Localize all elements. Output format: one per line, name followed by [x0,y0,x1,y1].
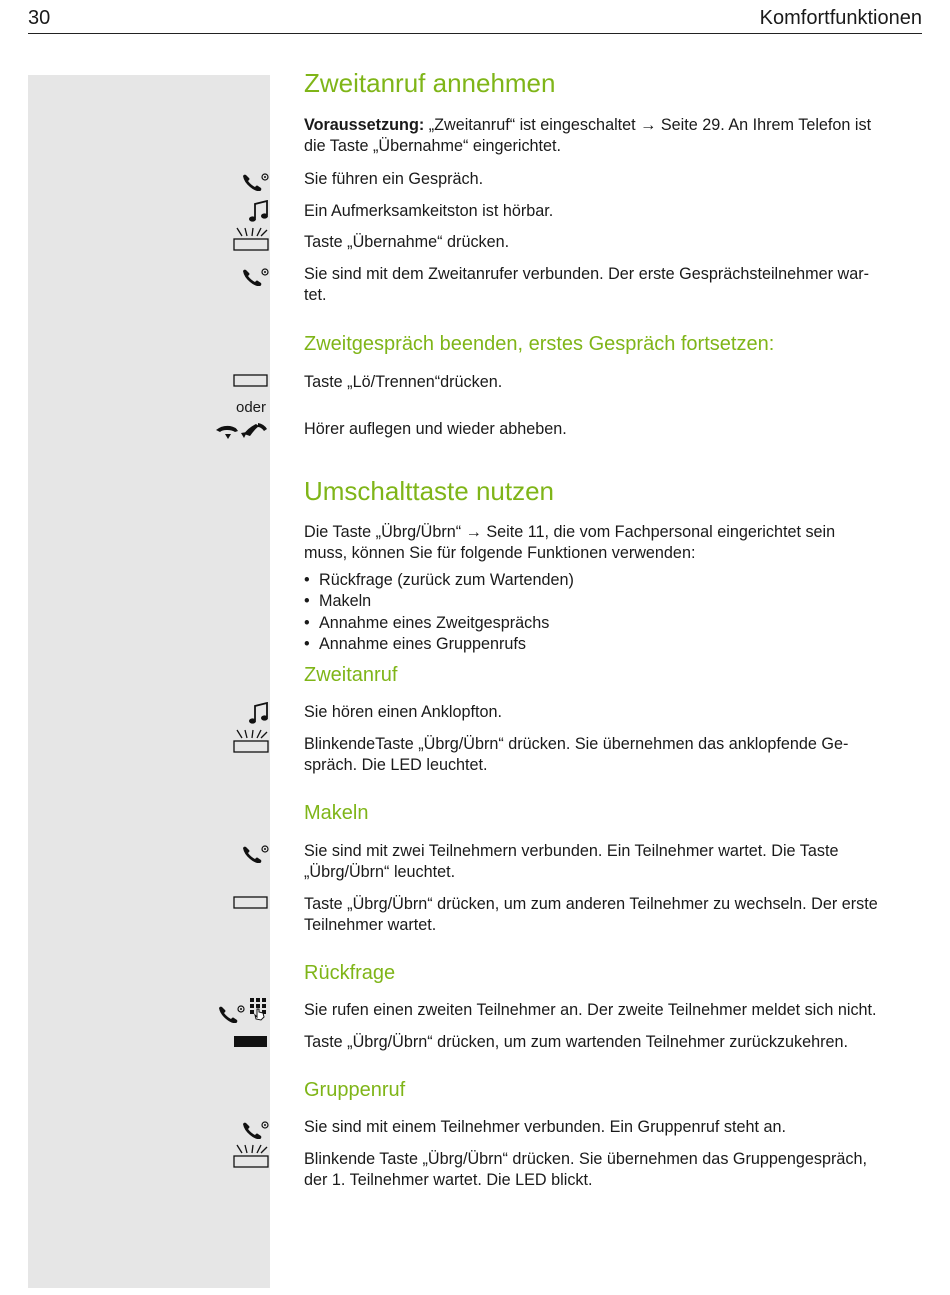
flashing-key-icon [233,1144,269,1168]
step-text: Blinkende Taste „Übrg/Übrn“ drücken. Sie übernehmen das Gruppengespräch, der 1. Teilnehmer wartet. Die LED blickt. [304,1150,867,1189]
step-text: Ein Aufmerksamkeitston ist hörbar. [304,202,554,220]
flashing-key-icon [233,729,269,753]
section-title-zweitanruf-annehmen: Zweitanruf annehmen [304,68,556,98]
handset-icon [240,1119,270,1139]
prerequisite-label: Voraussetzung: [304,116,425,134]
subsection-title-zweitgespraech: Zweitgespräch beenden, erstes Gespräch fortsetzen: [304,333,775,355]
key-icon [233,896,269,910]
music-note-icon [248,702,270,726]
step-text: Taste „Übernahme“ drücken. [304,233,510,251]
step-text: Sie hören einen Anklopfton. [304,703,502,721]
step-text: Taste „Übrg/Übrn“ drücken, um zum anderen Teilnehmer zu wechseln. Der erste Teilnehmer wartet. [304,895,878,934]
step-text: Sie sind mit zwei Teilnehmern verbunden. Ein Teilnehmer wartet. Die Taste „Übrg/Übrn“ leuchtet. [304,842,839,881]
step-text: Taste „Lö/Trennen“drücken. [304,373,503,391]
page-number: 30 [28,7,51,29]
step-text: BlinkendeTaste „Übrg/Übrn“ drücken. Sie übernehmen das anklopfende Ge- spräch. Die LED leuchtet. [304,735,849,774]
dialpad-icon [249,996,269,1022]
prerequisite-line-2: die Taste „Übernahme“ eingerichtet. [304,137,562,155]
step-text: Sie führen ein Gespräch. [304,170,484,188]
subsection-title-rueckfrage: Rückfrage [304,962,396,984]
subsection-title-zweitanruf: Zweitanruf [304,664,398,686]
key-icon [233,374,269,388]
step-text: Taste „Übrg/Übrn“ drücken, um zum wartenden Teilnehmer zurückzukehren. [304,1033,849,1051]
intro-text: Die Taste „Übrg/Übrn“ → Seite 11, die vom Fachpersonal eingerichtet sein muss, können Sie für folgende Funktionen verwenden: [304,523,836,562]
subsection-title-makeln: Makeln [304,802,369,824]
list-item: • Annahme eines Gruppenrufs [304,635,526,653]
list-item: • Makeln [304,592,372,610]
hangup-lift-icon [214,420,270,442]
prerequisite-line-1: „Zweitanruf“ ist eingeschaltet → Seite 29. An Ihrem Telefon ist [424,116,872,134]
subsection-title-gruppenruf: Gruppenruf [304,1079,406,1101]
chapter-title: Komfortfunktionen [759,7,922,29]
or-label: oder [236,399,267,416]
step-text: Sie sind mit einem Teilnehmer verbunden. Ein Gruppenruf steht an. [304,1118,786,1136]
header-divider [28,33,922,34]
list-item: • Annahme eines Zweitgesprächs [304,614,550,632]
active-key-icon [233,1035,269,1049]
step-text: Hörer auflegen und wieder abheben. [304,420,567,438]
list-item: • Rückfrage (zurück zum Wartenden) [304,571,574,589]
step-text: Sie sind mit dem Zweitanrufer verbunden. Der erste Gesprächsteilnehmer war- tet. [304,265,869,304]
flashing-key-icon [233,227,269,251]
music-note-icon [248,200,270,224]
handset-icon [240,266,270,286]
icon-sidebar [28,75,270,1288]
section-title-umschalttaste: Umschalttaste nutzen [304,476,555,506]
handset-icon [216,1003,246,1023]
handset-icon [240,171,270,191]
step-text: Sie rufen einen zweiten Teilnehmer an. Der zweite Teilnehmer meldet sich nicht. [304,1001,877,1019]
prerequisite-text [304,115,924,157]
handset-icon [240,843,270,863]
